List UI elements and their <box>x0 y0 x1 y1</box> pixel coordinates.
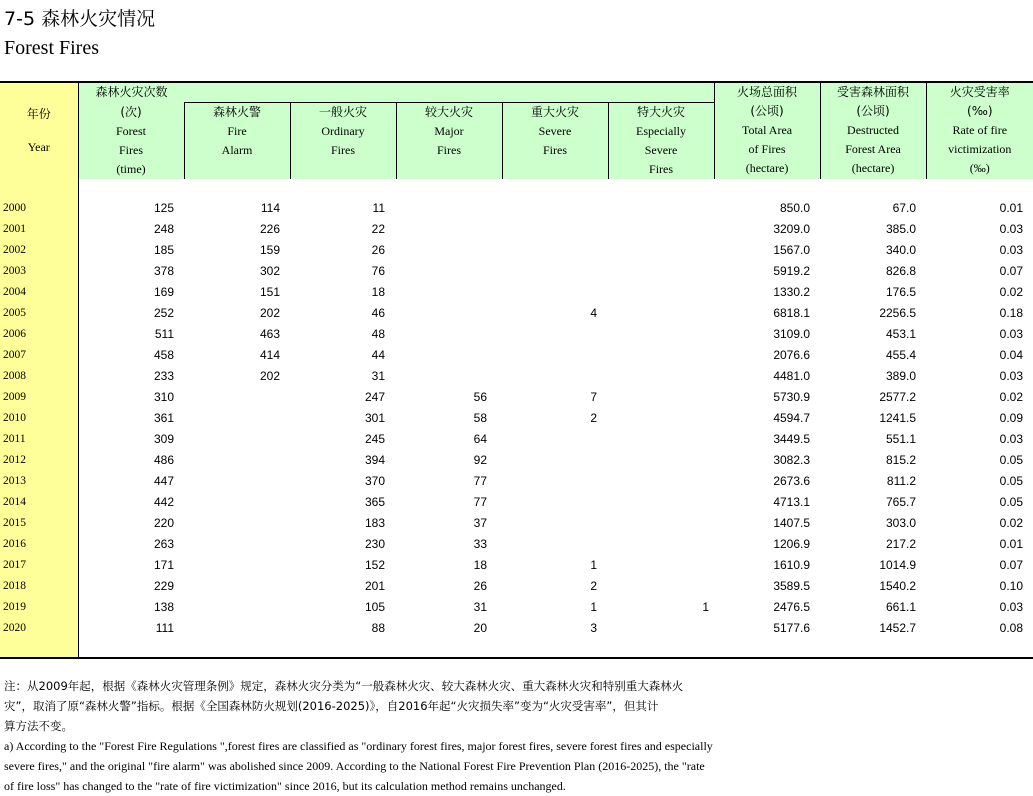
major-fires-cell <box>396 240 502 261</box>
table-title-en: Forest Fires <box>4 37 99 59</box>
destructed-area-cell: 551.1 <box>886 432 917 446</box>
header-destructed-unit-en: (hectare) <box>851 161 895 175</box>
destructed-area-cell: 67.0 <box>892 201 917 215</box>
header-severe-en2: Fires <box>543 143 567 157</box>
destructed-area-cell: 1540.2 <box>879 579 917 593</box>
table-row <box>0 555 1033 576</box>
header-destructed <box>820 82 926 179</box>
ordinary-fires-cell: 365 <box>364 495 385 509</box>
fire-alarm-cell <box>184 555 290 576</box>
year-cell: 2011 <box>0 429 78 450</box>
ordinary-fires-cell: 22 <box>371 222 385 236</box>
destructed-area-cell: 826.8 <box>886 264 917 278</box>
severe-fires-cell <box>502 513 608 534</box>
ordinary-fires-cell: 48 <box>371 327 385 341</box>
ordinary-fires-cell: 46 <box>371 306 385 320</box>
year-cell: 2000 <box>0 198 78 219</box>
rate-cell: 0.07 <box>999 558 1024 572</box>
header-fire-alarm-en2: Alarm <box>221 143 253 157</box>
severe-fires-cell <box>502 345 608 366</box>
total-area-cell: 6818.1 <box>773 306 811 320</box>
header-especially <box>608 103 714 180</box>
header-destructed-en1: Destructed <box>847 123 900 137</box>
header-forest-fires-total <box>78 103 184 180</box>
total-area-cell: 4594.7 <box>773 411 811 425</box>
header-year-cn: 年份 <box>26 107 51 121</box>
year-cell: 2010 <box>0 408 78 429</box>
rate-cell: 0.05 <box>999 474 1024 488</box>
table-row <box>0 618 1033 639</box>
forest-fires-cell: 309 <box>153 432 174 446</box>
major-fires-cell <box>396 198 502 219</box>
destructed-area-cell: 815.2 <box>886 453 917 467</box>
year-cell: 2015 <box>0 513 78 534</box>
header-forest-fires-en1: Forest <box>116 123 146 138</box>
total-area-cell: 2076.6 <box>773 348 811 362</box>
severe-fires-cell <box>502 240 608 261</box>
table-row <box>0 366 1033 387</box>
ordinary-fires-cell: 230 <box>364 537 385 551</box>
header-destructed-unit-cn: (公顷) <box>856 104 890 118</box>
total-area-cell: 4713.1 <box>773 495 811 509</box>
forest-fires-cell: 361 <box>153 411 174 425</box>
header-year-en: Year <box>27 140 50 154</box>
table-body <box>0 179 1033 658</box>
header-total-area <box>714 82 820 179</box>
fire-alarm-cell: 159 <box>259 243 280 257</box>
table-row <box>0 408 1033 429</box>
forest-fires-cell: 125 <box>153 201 174 215</box>
forest-fires-cell: 229 <box>153 579 174 593</box>
total-area-cell: 1330.2 <box>773 285 811 299</box>
header-especially-cn: 特大火灾 <box>637 105 686 119</box>
total-area-cell: 1407.5 <box>773 516 811 530</box>
destructed-area-cell: 811.2 <box>886 474 917 488</box>
especially-severe-fires-cell <box>608 534 714 555</box>
rate-cell: 0.03 <box>999 432 1024 446</box>
header-rate-en2: victimization <box>948 142 1012 156</box>
total-area-cell: 4481.0 <box>773 369 811 383</box>
severe-fires-cell: 7 <box>590 390 597 404</box>
rate-cell: 0.03 <box>999 600 1024 614</box>
fire-alarm-cell <box>184 618 290 639</box>
ordinary-fires-cell: 26 <box>371 243 385 257</box>
destructed-area-cell: 389.0 <box>886 369 917 383</box>
table-header <box>0 82 1033 179</box>
note-cn-line-3: 算方法不变。 <box>4 719 73 733</box>
total-area-cell: 5177.6 <box>773 621 811 635</box>
table-row <box>0 450 1033 471</box>
header-severe-cn: 重大火灾 <box>530 105 579 119</box>
total-area-cell: 1567.0 <box>773 243 811 257</box>
year-cell: 2016 <box>0 534 78 555</box>
severe-fires-cell: 1 <box>590 558 597 572</box>
total-area-cell: 3082.3 <box>773 453 811 467</box>
table-row <box>0 324 1033 345</box>
major-fires-cell: 31 <box>473 600 487 614</box>
forest-fires-cell: 185 <box>153 243 174 257</box>
rate-cell: 0.18 <box>999 306 1024 320</box>
severe-fires-cell <box>502 429 608 450</box>
severe-fires-cell <box>502 324 608 345</box>
destructed-area-cell: 661.1 <box>886 600 917 614</box>
severe-fires-cell: 2 <box>590 579 597 593</box>
destructed-area-cell: 176.5 <box>886 285 917 299</box>
forest-fires-cell: 248 <box>153 222 174 236</box>
destructed-area-cell: 765.7 <box>886 495 917 509</box>
forest-fires-table-container <box>0 81 1033 659</box>
major-fires-cell <box>396 345 502 366</box>
forest-fires-cell: 111 <box>155 621 174 635</box>
header-total-area-en2: of Fires <box>748 142 786 156</box>
year-cell: 2004 <box>0 282 78 303</box>
rate-cell: 0.04 <box>999 348 1024 362</box>
header-rate-cn: 火灾受害率 <box>949 85 1010 99</box>
fire-alarm-cell <box>184 450 290 471</box>
severe-fires-cell: 3 <box>590 621 597 635</box>
major-fires-cell: 33 <box>473 537 487 551</box>
rate-cell: 0.02 <box>999 516 1024 530</box>
total-area-cell: 5919.2 <box>773 264 811 278</box>
total-area-cell: 3449.5 <box>773 432 811 446</box>
header-major-en1: Major <box>434 124 464 138</box>
header-forest-fires-unit-en: (time) <box>116 161 146 176</box>
fire-alarm-cell: 114 <box>260 201 280 215</box>
header-ordinary-en2: Fires <box>331 143 355 157</box>
major-fires-cell: 37 <box>473 516 487 530</box>
year-cell: 2008 <box>0 366 78 387</box>
header-total-area-unit-cn: (公顷) <box>750 104 784 118</box>
ordinary-fires-cell: 183 <box>364 516 385 530</box>
fire-alarm-cell <box>184 471 290 492</box>
forest-fires-cell: 220 <box>153 516 174 530</box>
especially-severe-fires-cell <box>608 345 714 366</box>
ordinary-fires-cell: 247 <box>364 390 385 404</box>
table-row <box>0 303 1033 324</box>
table-row <box>0 534 1033 555</box>
total-area-cell: 3109.0 <box>773 327 811 341</box>
rate-cell: 0.07 <box>999 264 1024 278</box>
severe-fires-cell <box>502 282 608 303</box>
rate-cell: 0.08 <box>999 621 1024 635</box>
especially-severe-fires-cell <box>608 618 714 639</box>
ordinary-fires-cell: 394 <box>364 453 385 467</box>
rate-cell: 0.03 <box>999 369 1024 383</box>
forest-fires-cell: 233 <box>153 369 174 383</box>
especially-severe-fires-cell <box>608 450 714 471</box>
especially-severe-fires-cell <box>608 429 714 450</box>
fire-alarm-cell <box>184 576 290 597</box>
severe-fires-cell: 1 <box>590 600 597 614</box>
header-major <box>396 103 502 180</box>
rate-cell: 0.10 <box>999 579 1024 593</box>
header-severe <box>502 103 608 180</box>
ordinary-fires-cell: 201 <box>364 579 385 593</box>
header-ordinary-cn: 一般火灾 <box>318 105 367 119</box>
year-cell: 2009 <box>0 387 78 408</box>
rate-cell: 0.09 <box>999 411 1024 425</box>
note-cn-line-2: 灾”，取消了原“森林火警”指标。根据《全国森林防火规划(2016-2025)》，自2016年起“火灾损失率”变为“火灾受害率”，但其计 <box>4 699 659 713</box>
fire-alarm-cell: 463 <box>259 327 280 341</box>
header-fire-alarm-cn: 森林火警 <box>212 105 261 119</box>
header-destructed-en2: Forest Area <box>845 142 901 156</box>
header-severe-en1: Severe <box>538 124 572 138</box>
forest-fires-cell: 169 <box>153 285 174 299</box>
forest-fires-cell: 442 <box>153 495 174 509</box>
table-row <box>0 492 1033 513</box>
table-row <box>0 513 1033 534</box>
major-fires-cell: 56 <box>473 390 487 404</box>
total-area-cell: 2673.6 <box>773 474 811 488</box>
note-cn-line-1: 注：从2009年起，根据《森林火灾管理条例》规定，森林火灾分类为“一般森林火灾、较大森林火灾、重大森林火灾和特别重大森林火 <box>4 679 684 693</box>
forest-fires-cell: 252 <box>153 306 174 320</box>
especially-severe-fires-cell <box>608 282 714 303</box>
header-forest-fires-en2: Fires <box>119 142 143 157</box>
header-major-cn: 较大火灾 <box>424 105 473 119</box>
especially-severe-fires-cell <box>608 198 714 219</box>
rate-cell: 0.03 <box>999 222 1024 236</box>
fire-alarm-cell <box>184 534 290 555</box>
forest-fires-cell: 263 <box>153 537 174 551</box>
destructed-area-cell: 1014.9 <box>879 558 917 572</box>
rate-cell: 0.05 <box>999 453 1024 467</box>
table-row <box>0 219 1033 240</box>
fire-alarm-cell <box>184 597 290 618</box>
destructed-area-cell: 1241.5 <box>879 411 917 425</box>
year-cell: 2018 <box>0 576 78 597</box>
especially-severe-fires-cell <box>608 261 714 282</box>
header-destructed-cn: 受害森林面积 <box>837 85 910 99</box>
major-fires-cell <box>396 324 502 345</box>
especially-severe-fires-cell <box>608 513 714 534</box>
header-year <box>0 82 78 179</box>
major-fires-cell <box>396 303 502 324</box>
major-fires-cell: 77 <box>473 474 487 488</box>
forest-fires-cell: 310 <box>153 390 174 404</box>
destructed-area-cell: 217.2 <box>886 537 917 551</box>
header-especially-en2: Severe <box>644 143 678 157</box>
fire-alarm-cell <box>184 429 290 450</box>
destructed-area-cell: 2577.2 <box>879 390 917 404</box>
especially-severe-fires-cell <box>608 240 714 261</box>
header-rate-unit-en: (‰) <box>969 161 990 175</box>
forest-fires-cell: 138 <box>153 600 174 614</box>
rate-cell: 0.03 <box>999 243 1024 257</box>
destructed-area-cell: 385.0 <box>886 222 917 236</box>
total-area-cell: 1206.9 <box>773 537 811 551</box>
fire-alarm-cell: 151 <box>259 285 280 299</box>
header-ordinary-en1: Ordinary <box>321 124 365 138</box>
fire-alarm-cell: 202 <box>259 369 280 383</box>
ordinary-fires-cell: 44 <box>371 348 385 362</box>
major-fires-cell: 18 <box>473 558 487 572</box>
rate-cell: 0.03 <box>999 327 1024 341</box>
year-cell: 2001 <box>0 219 78 240</box>
fire-alarm-cell: 302 <box>259 264 280 278</box>
ordinary-fires-cell: 370 <box>364 474 385 488</box>
ordinary-fires-cell: 152 <box>364 558 385 572</box>
forest-fires-cell: 486 <box>153 453 174 467</box>
header-total-area-unit-en: (hectare) <box>745 161 789 175</box>
year-cell: 2020 <box>0 618 78 639</box>
severe-fires-cell <box>502 219 608 240</box>
table-row <box>0 261 1033 282</box>
total-area-cell: 850.0 <box>780 201 811 215</box>
fire-alarm-cell <box>184 492 290 513</box>
header-total-area-cn: 火场总面积 <box>737 85 798 99</box>
rate-cell: 0.05 <box>999 495 1024 509</box>
especially-severe-fires-cell <box>608 303 714 324</box>
destructed-area-cell: 453.1 <box>886 327 917 341</box>
ordinary-fires-cell: 245 <box>364 432 385 446</box>
major-fires-cell: 58 <box>473 411 487 425</box>
header-rate-en1: Rate of fire <box>952 123 1008 137</box>
year-cell: 2019 <box>0 597 78 618</box>
especially-severe-fires-cell <box>608 324 714 345</box>
note-en-line-3: of fire loss" has changed to the "rate of fire victimization" since 2016, but its calculation method remains unchanged. <box>4 779 566 793</box>
severe-fires-cell <box>502 261 608 282</box>
ordinary-fires-cell: 301 <box>364 411 385 425</box>
ordinary-fires-cell: 76 <box>371 264 385 278</box>
fire-alarm-cell: 202 <box>259 306 280 320</box>
table-row <box>0 597 1033 618</box>
table-row <box>0 429 1033 450</box>
year-cell: 2013 <box>0 471 78 492</box>
destructed-area-cell: 340.0 <box>886 243 917 257</box>
ordinary-fires-cell: 88 <box>371 621 385 635</box>
header-fire-alarm-en1: Fire <box>227 124 247 138</box>
year-cell: 2007 <box>0 345 78 366</box>
especially-severe-fires-cell <box>608 366 714 387</box>
total-area-cell: 3209.0 <box>773 222 811 236</box>
especially-severe-fires-cell <box>608 219 714 240</box>
forest-fires-cell: 511 <box>154 327 174 341</box>
especially-severe-fires-cell: 1 <box>702 600 710 614</box>
header-forest-fires-cn: 森林火灾次数 <box>95 85 168 99</box>
major-fires-cell <box>396 219 502 240</box>
header-especially-en1: Especially <box>636 124 686 138</box>
severe-fires-cell <box>502 198 608 219</box>
table-row <box>0 387 1033 408</box>
fire-alarm-cell <box>184 513 290 534</box>
table-row <box>0 198 1033 219</box>
table-row <box>0 240 1033 261</box>
ordinary-fires-cell: 105 <box>364 600 385 614</box>
ordinary-fires-cell: 31 <box>371 369 385 383</box>
year-cell: 2005 <box>0 303 78 324</box>
table-row <box>0 471 1033 492</box>
forest-fires-cell: 171 <box>153 558 174 572</box>
destructed-area-cell: 1452.7 <box>879 621 917 635</box>
year-cell: 2014 <box>0 492 78 513</box>
rate-cell: 0.02 <box>999 285 1024 299</box>
forest-fires-cell: 458 <box>153 348 174 362</box>
major-fires-cell <box>396 261 502 282</box>
header-fire-alarm <box>184 103 290 180</box>
footnotes <box>4 676 1024 796</box>
forest-fires-table <box>0 81 1033 659</box>
rate-cell: 0.02 <box>999 390 1024 404</box>
header-especially-en3: Fires <box>649 162 674 176</box>
major-fires-cell: 92 <box>473 453 487 467</box>
severe-fires-cell <box>502 534 608 555</box>
table-row <box>0 282 1033 303</box>
header-forest-fires-unit-cn: (次) <box>120 104 142 119</box>
total-area-cell: 5730.9 <box>773 390 811 404</box>
note-en-line-1: a) According to the "Forest Fire Regulations ",forest fires are classified as "ordinary forest fires, major forest fires, severe forest fires and especially <box>4 739 713 753</box>
total-area-cell: 3589.5 <box>773 579 811 593</box>
especially-severe-fires-cell <box>608 471 714 492</box>
severe-fires-cell: 4 <box>590 306 597 320</box>
header-total-area-en1: Total Area <box>741 123 793 137</box>
especially-severe-fires-cell <box>608 576 714 597</box>
header-major-en2: Fires <box>437 143 461 157</box>
ordinary-fires-cell: 18 <box>371 285 385 299</box>
ordinary-fires-cell: 11 <box>372 201 385 215</box>
rate-cell: 0.01 <box>999 537 1024 551</box>
major-fires-cell <box>396 366 502 387</box>
especially-severe-fires-cell <box>608 492 714 513</box>
severe-fires-cell <box>502 492 608 513</box>
severe-fires-cell: 2 <box>590 411 597 425</box>
major-fires-cell: 26 <box>473 579 487 593</box>
fire-alarm-cell <box>184 408 290 429</box>
header-forest-fires-group <box>78 82 714 103</box>
table-row <box>0 576 1033 597</box>
header-rate-unit-cn: (‰) <box>967 104 993 118</box>
especially-severe-fires-cell <box>608 555 714 576</box>
fire-alarm-cell <box>184 387 290 408</box>
year-cell: 2012 <box>0 450 78 471</box>
header-rate <box>926 82 1033 179</box>
fire-alarm-cell: 226 <box>259 222 280 236</box>
year-cell: 2003 <box>0 261 78 282</box>
year-cell: 2017 <box>0 555 78 576</box>
total-area-cell: 1610.9 <box>773 558 811 572</box>
total-area-cell: 2476.5 <box>773 600 811 614</box>
destructed-area-cell: 2256.5 <box>879 306 917 320</box>
severe-fires-cell <box>502 471 608 492</box>
major-fires-cell <box>396 282 502 303</box>
major-fires-cell: 64 <box>473 432 487 446</box>
major-fires-cell: 20 <box>473 621 487 635</box>
fire-alarm-cell: 414 <box>259 348 280 362</box>
severe-fires-cell <box>502 366 608 387</box>
forest-fires-cell: 447 <box>153 474 174 488</box>
year-cell: 2006 <box>0 324 78 345</box>
rate-cell: 0.01 <box>999 201 1024 215</box>
major-fires-cell: 77 <box>473 495 487 509</box>
destructed-area-cell: 455.4 <box>886 348 917 362</box>
especially-severe-fires-cell <box>608 408 714 429</box>
year-cell: 2002 <box>0 240 78 261</box>
forest-fires-cell: 378 <box>153 264 174 278</box>
especially-severe-fires-cell <box>608 387 714 408</box>
table-row <box>0 345 1033 366</box>
severe-fires-cell <box>502 450 608 471</box>
destructed-area-cell: 303.0 <box>886 516 917 530</box>
header-ordinary <box>290 103 396 180</box>
table-title-cn: 7-5 森林火灾情况 <box>4 8 156 30</box>
note-en-line-2: severe fires," and the original "fire alarm" was abolished since 2009. According to the National Forest Fire Prevention Plan (2016-2025), the "rate <box>4 759 705 773</box>
